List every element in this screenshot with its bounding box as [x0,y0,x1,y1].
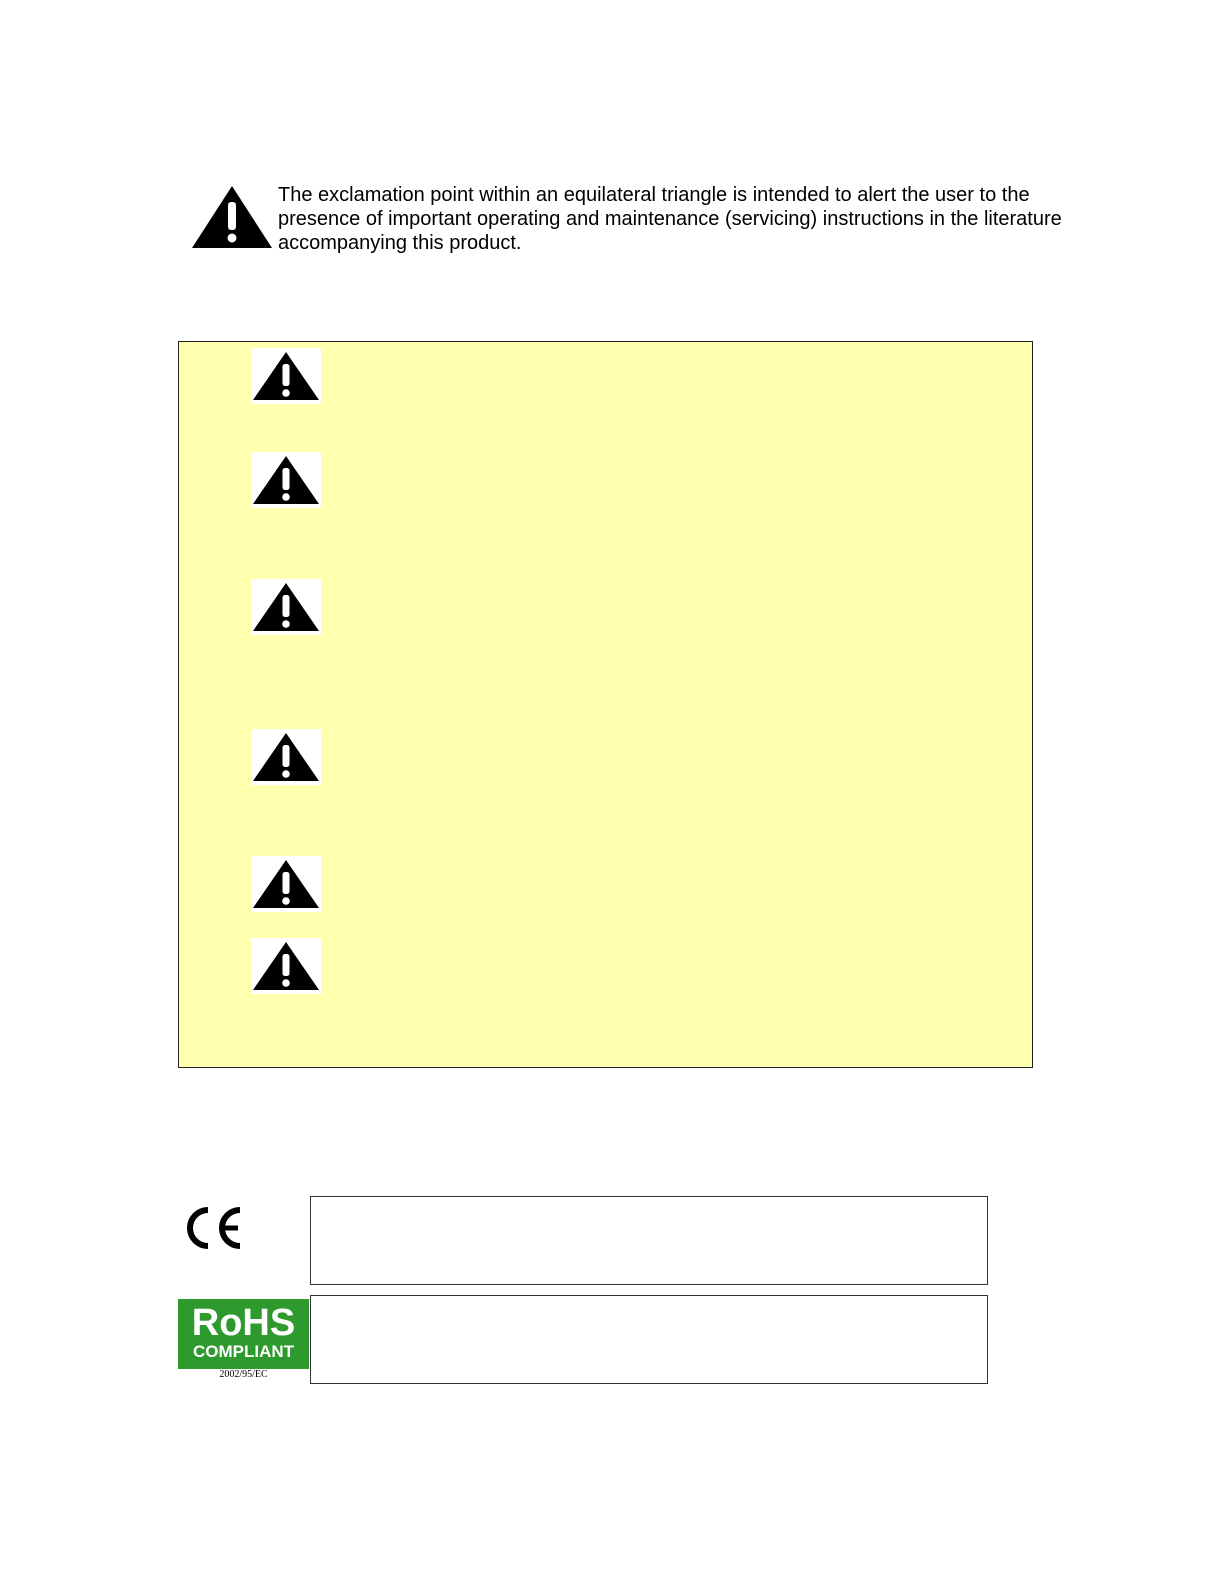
rohs-logo [178,1299,309,1369]
ce-notice-box [310,1196,988,1285]
rohs-notice-box [310,1295,988,1384]
warning-triangle-icon [251,452,321,508]
warnings-panel [178,341,1033,1068]
intro-statement: The exclamation point within an equilateral triangle is intended to alert the user to the presence of important operating and maintenance (servicing) instructions in the literature accompanying this product. [278,184,1062,254]
warning-triangle-icon [251,938,321,994]
warning-triangle-icon [251,856,321,912]
warning-triangle-icon [251,729,321,785]
warning-triangle-icon [251,348,321,404]
rohs-directive: 2002/95/EC [219,1369,268,1380]
rohs-title: RoHS [191,1302,296,1344]
ce-mark-icon [180,1204,246,1252]
rohs-compliant-label: COMPLIANT [192,1342,295,1361]
warning-triangle-icon [190,184,274,250]
warning-triangle-icon [251,579,321,635]
